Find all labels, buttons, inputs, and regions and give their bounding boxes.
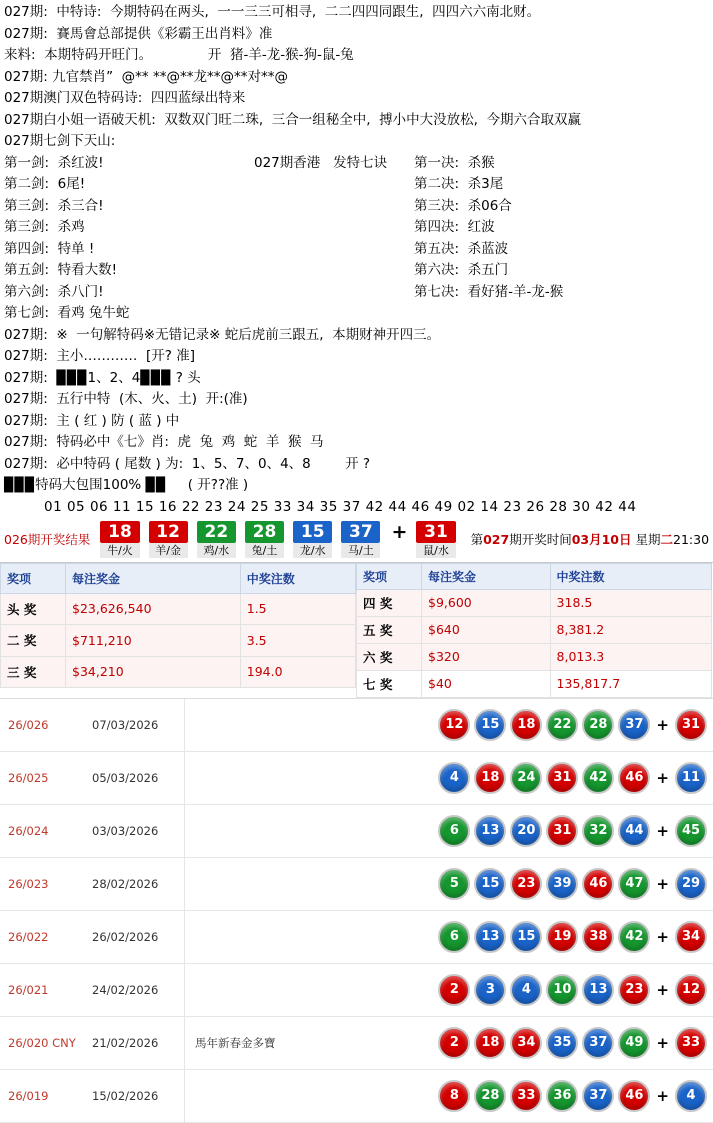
sword-right-item: 第五决: 杀蓝波 <box>414 240 509 257</box>
draw-ball: 4 <box>510 974 542 1006</box>
col-count: 中奖注数 <box>550 563 711 589</box>
draw-note <box>184 699 424 751</box>
result-ball-number: 15 <box>293 521 332 543</box>
sword-left-item: 第四剑: 特单 ! <box>4 240 95 257</box>
draw-balls <box>424 1027 713 1059</box>
tier-count: 8,013.3 <box>550 643 711 670</box>
empty-cell <box>66 688 241 698</box>
list-item[interactable] <box>0 752 713 805</box>
article-line: 027期: 主小………… [开? 准] <box>4 348 195 364</box>
article-line: 027期七剑下天山: <box>4 133 116 149</box>
plus-sign: + <box>656 1033 669 1052</box>
draw-ball: 19 <box>546 921 578 953</box>
list-item[interactable] <box>0 911 713 964</box>
table-row <box>1 656 356 687</box>
result-ball-zodiac: 牛/火 <box>100 543 139 558</box>
draw-note <box>184 964 424 1016</box>
tier-label: 二 奖 <box>1 625 66 656</box>
list-item[interactable] <box>0 805 713 858</box>
article-line: 027期澳门双色特码诗: 四四蓝绿出特来 <box>4 90 246 106</box>
draw-issue[interactable]: 26/024 <box>8 823 49 838</box>
tier-label: 七 奖 <box>357 670 422 697</box>
article-line: 027期白小姐一语破天机: 双数双门旺二珠, 三合一组秘全中, 搏小中大没放松, 今期六合取双赢 <box>4 111 582 128</box>
list-item[interactable] <box>0 964 713 1017</box>
sword-right-item: 第二决: 杀3尾 <box>414 176 504 192</box>
draw-special-ball: 45 <box>675 815 707 847</box>
tier-count: 318.5 <box>550 589 711 616</box>
col-amount: 每注奖金 <box>66 563 241 593</box>
draw-ball: 31 <box>546 762 578 794</box>
draw-ball: 13 <box>474 815 506 847</box>
result-ball <box>245 521 284 558</box>
draw-ball: 28 <box>474 1080 506 1112</box>
plus-sign: + <box>656 927 669 946</box>
draw-ball: 13 <box>582 974 614 1006</box>
draw-ball: 35 <box>546 1027 578 1059</box>
draw-ball: 10 <box>546 974 578 1006</box>
list-item[interactable] <box>0 699 713 752</box>
tier-label: 四 奖 <box>357 589 422 616</box>
draw-ball: 49 <box>618 1027 650 1059</box>
draw-ball: 33 <box>510 1080 542 1112</box>
table-header-row <box>1 563 356 593</box>
draw-ball: 37 <box>582 1027 614 1059</box>
article-line: 027期: 中特诗: 今期特码在两头, 一一三三可相寻, 二二四四同跟生, 四四六六南北财。 <box>4 4 541 20</box>
table-row-empty <box>1 688 356 698</box>
draw-history-list <box>0 698 713 1123</box>
tier-label: 六 奖 <box>357 643 422 670</box>
prize-tables <box>0 562 713 698</box>
draw-ball: 22 <box>546 709 578 741</box>
plus-sign: + <box>656 874 669 893</box>
draw-ball: 44 <box>618 815 650 847</box>
draw-special-ball: 4 <box>675 1080 707 1112</box>
draw-ball: 46 <box>618 762 650 794</box>
plus-sign: + <box>656 821 669 840</box>
plus-sign: + <box>656 1086 669 1105</box>
special-ball-zodiac: 鼠/水 <box>416 543 455 558</box>
tier-amount: $34,210 <box>66 656 241 687</box>
draw-ball: 15 <box>474 868 506 900</box>
tier-amount: $711,210 <box>66 625 241 656</box>
tier-count: 194.0 <box>240 656 355 687</box>
sword-right-item: 第六决: 杀五门 <box>414 262 509 278</box>
sword-right-item: 第一决: 杀猴 <box>414 154 495 171</box>
sword-left-column <box>4 153 254 325</box>
result-ball-zodiac: 羊/金 <box>149 543 188 558</box>
article-line: 027期: ▉▉▉1、2、4▉▉▉ ? 头 <box>4 369 201 386</box>
result-ball-zodiac: 兔/土 <box>245 543 284 558</box>
draw-ball: 18 <box>510 709 542 741</box>
result-ball <box>293 521 332 558</box>
article-line: 027期: 九官禁肖” @** **@**龙**@**对**@ <box>4 68 288 85</box>
result-ball-number: 22 <box>197 521 236 543</box>
result-ball-number: 12 <box>149 521 188 543</box>
weekday-label: 星期 <box>631 532 661 547</box>
draw-ball: 6 <box>438 815 470 847</box>
draw-issue[interactable]: 26/022 <box>8 929 49 944</box>
empty-cell <box>240 688 355 698</box>
tier-amount: $40 <box>422 670 551 697</box>
draw-ball: 37 <box>582 1080 614 1112</box>
sword-right-item: 第四决: 红波 <box>414 219 495 235</box>
draw-issue[interactable]: 26/021 <box>8 982 49 997</box>
draw-ball: 38 <box>582 921 614 953</box>
tier-amount: $320 <box>422 643 551 670</box>
tier-count: 1.5 <box>240 593 355 624</box>
draw-issue[interactable]: 26/020 CNY <box>8 1035 76 1050</box>
table-row <box>357 643 712 670</box>
draw-note <box>184 805 424 857</box>
draw-number: 027 <box>483 532 510 547</box>
col-amount: 每注奖金 <box>422 563 551 589</box>
weekday-value: 二 <box>660 532 674 547</box>
draw-ball: 20 <box>510 815 542 847</box>
draw-issue[interactable]: 26/026 <box>8 717 49 732</box>
draw-note <box>184 858 424 910</box>
draw-issue[interactable]: 26/023 <box>8 876 49 891</box>
special-ball-number: 31 <box>416 521 455 543</box>
draw-ball: 32 <box>582 815 614 847</box>
tier-label: 头 奖 <box>1 593 66 624</box>
draw-ball: 37 <box>618 709 650 741</box>
result-ball <box>149 521 188 558</box>
draw-info-mid: 期开奖时间 <box>509 532 572 547</box>
article-line: 027期: ※ 一句解特码※无错记录※ 蛇后虎前三跟五, 本期财神开四三。 <box>4 326 441 343</box>
prize-table-left <box>0 563 356 698</box>
draw-special-ball: 11 <box>675 762 707 794</box>
draw-ball: 4 <box>438 762 470 794</box>
draw-date: 15/02/2026 <box>92 1088 159 1103</box>
sword-right-item: 第三决: 杀06合 <box>414 197 512 214</box>
draw-date: 28/02/2026 <box>92 876 159 891</box>
tier-amount: $23,626,540 <box>66 593 241 624</box>
draw-ball: 46 <box>618 1080 650 1112</box>
col-tier: 奖项 <box>1 563 66 593</box>
sword-left-item: 第五剑: 特看大数! <box>4 262 118 278</box>
draw-ball: 36 <box>546 1080 578 1112</box>
draw-ball: 42 <box>582 762 614 794</box>
draw-ball: 2 <box>438 1027 470 1059</box>
table-row <box>1 593 356 624</box>
result-label: 026期开奖结果 <box>4 532 91 547</box>
draw-result-strip <box>0 518 713 562</box>
article-line: 027期: 五行中特 (木、火、土) 开:(准) <box>4 391 248 407</box>
draw-ball: 23 <box>618 974 650 1006</box>
draw-ball: 18 <box>474 762 506 794</box>
draw-info-prefix: 第 <box>470 532 484 547</box>
draw-time: 21:30 <box>673 532 710 547</box>
table-row <box>357 589 712 616</box>
draw-balls <box>424 709 713 741</box>
result-ball <box>100 521 139 558</box>
empty-cell <box>1 688 66 698</box>
draw-balls <box>424 868 713 900</box>
draw-special-ball: 31 <box>675 709 707 741</box>
draw-ball: 6 <box>438 921 470 953</box>
draw-balls <box>424 762 713 794</box>
draw-balls <box>424 1080 713 1112</box>
draw-date: 07/03/2026 <box>92 717 159 732</box>
sword-left-item: 第三剑: 杀三合! <box>4 197 104 214</box>
result-ball-zodiac: 马/土 <box>341 543 380 558</box>
draw-balls <box>424 815 713 847</box>
tier-label: 五 奖 <box>357 616 422 643</box>
draw-special-ball: 34 <box>675 921 707 953</box>
draw-date: 21/02/2026 <box>92 1035 159 1050</box>
prize-table-right <box>356 563 712 698</box>
sword-middle-column <box>254 153 414 325</box>
number-pool-row: 01 05 06 11 15 16 22 23 24 25 33 34 35 37 42 44 46 49 02 14 23 26 28 30 42 44 <box>44 498 637 515</box>
tier-count: 8,381.2 <box>550 616 711 643</box>
draw-special-ball: 29 <box>675 868 707 900</box>
draw-ball: 3 <box>474 974 506 1006</box>
col-tier: 奖项 <box>357 563 422 589</box>
draw-date: 26/02/2026 <box>92 929 159 944</box>
sword-left-item: 第七剑: 看鸡 兔牛蛇 <box>4 305 130 321</box>
draw-ball: 23 <box>510 868 542 900</box>
draw-ball: 15 <box>474 709 506 741</box>
table-header-row <box>357 563 712 589</box>
tier-amount: $9,600 <box>422 589 551 616</box>
article-line: 027期: 特码必中《七》肖: 虎 兔 鸡 蛇 羊 猴 马 <box>4 434 324 450</box>
draw-balls <box>424 974 713 1006</box>
draw-ball: 46 <box>582 868 614 900</box>
draw-date: 03/03/2026 <box>92 823 159 838</box>
col-count: 中奖注数 <box>240 563 355 593</box>
table-row <box>357 670 712 697</box>
result-ball-number: 18 <box>100 521 139 543</box>
draw-ball: 31 <box>546 815 578 847</box>
sword-left-item: 第六剑: 杀八门! <box>4 283 104 300</box>
plus-sign: + <box>656 980 669 999</box>
draw-note <box>184 911 424 963</box>
tier-amount: $640 <box>422 616 551 643</box>
draw-ball: 24 <box>510 762 542 794</box>
draw-ball: 47 <box>618 868 650 900</box>
sword-right-column <box>414 153 709 325</box>
draw-ball: 15 <box>510 921 542 953</box>
draw-ball: 5 <box>438 868 470 900</box>
article-line: ▉▉▉特码大包围100% ▉▉ ( 开??准 ) <box>4 477 249 493</box>
result-ball-zodiac: 鸡/水 <box>197 543 236 558</box>
article-line: 027期: 賽馬會总部提供《彩霸王出肖料》准 <box>4 25 273 42</box>
draw-date: 24/02/2026 <box>92 982 159 997</box>
article-line: 027期: 主 ( 红 ) 防 ( 蓝 ) 中 <box>4 412 180 429</box>
draw-ball: 2 <box>438 974 470 1006</box>
result-ball <box>197 521 236 558</box>
article-line: 来料: 本期特码开旺门。 开 猪-羊-龙-猴-狗-鼠-兔 <box>4 47 354 63</box>
list-item[interactable] <box>0 1070 713 1123</box>
result-ball-zodiac: 龙/水 <box>293 543 332 558</box>
result-special-ball <box>416 521 455 558</box>
sword-left-item: 第一剑: 杀红波! <box>4 154 104 171</box>
list-item[interactable] <box>0 1017 713 1070</box>
draw-date: 05/03/2026 <box>92 770 159 785</box>
article-line: 027期: 必中特码 ( 尾数 ) 为: 1、5、7、0、4、8 开 ? <box>4 455 371 472</box>
draw-issue[interactable]: 26/025 <box>8 770 49 785</box>
draw-ball: 39 <box>546 868 578 900</box>
draw-special-ball: 33 <box>675 1027 707 1059</box>
sword-right-item: 第七决: 看好猪-羊-龙-猴 <box>414 283 564 300</box>
tier-count: 3.5 <box>240 625 355 656</box>
draw-ball: 28 <box>582 709 614 741</box>
result-ball-number: 37 <box>341 521 380 543</box>
tier-count: 135,817.7 <box>550 670 711 697</box>
plus-sign: + <box>656 768 669 787</box>
list-item[interactable] <box>0 858 713 911</box>
draw-special-ball: 12 <box>675 974 707 1006</box>
draw-note <box>184 752 424 804</box>
draw-date: 03月10日 <box>571 532 632 547</box>
draw-note <box>184 1070 424 1122</box>
tier-label: 三 奖 <box>1 656 66 687</box>
draw-info <box>471 530 709 548</box>
result-ball-number: 28 <box>245 521 284 543</box>
table-row <box>1 625 356 656</box>
article-text <box>0 0 713 518</box>
draw-ball: 12 <box>438 709 470 741</box>
draw-note: 馬年新春金多寶 <box>184 1017 424 1069</box>
sword-left-item: 第二剑: 6尾! <box>4 176 86 192</box>
sword-middle-title: 027期香港 发特七诀 <box>254 154 388 171</box>
draw-balls <box>424 921 713 953</box>
sword-left-item: 第三剑: 杀鸡 <box>4 219 85 235</box>
draw-ball: 42 <box>618 921 650 953</box>
plus-sign: + <box>656 715 669 734</box>
draw-ball: 18 <box>474 1027 506 1059</box>
table-row <box>357 616 712 643</box>
draw-issue[interactable]: 26/019 <box>8 1088 49 1103</box>
sword-columns <box>4 153 709 325</box>
draw-ball: 34 <box>510 1027 542 1059</box>
draw-ball: 13 <box>474 921 506 953</box>
plus-sign: + <box>391 521 408 543</box>
result-ball <box>341 521 380 558</box>
draw-ball: 8 <box>438 1080 470 1112</box>
